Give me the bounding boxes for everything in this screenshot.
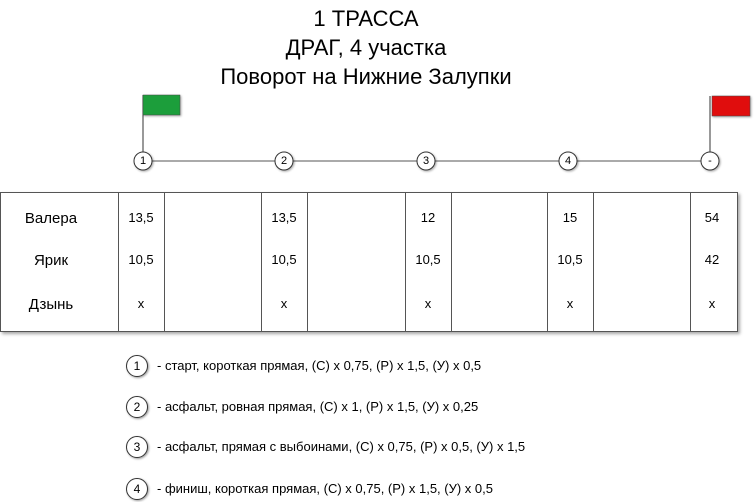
- title-line-3: Поворот на Нижние Залупки: [220, 64, 512, 89]
- legend-text: - старт, короткая прямая, (С) х 0,75, (Р) х 1,5, (У) х 0,5: [157, 358, 482, 373]
- legend-number-badge: 4: [126, 478, 148, 500]
- rider-name-valera: Валера: [24, 210, 78, 227]
- checkpoint-label-3: 3: [422, 155, 430, 167]
- column-divider: [405, 193, 406, 331]
- checkpoint-label-4: 4: [564, 155, 572, 167]
- legend-number-badge: 1: [126, 355, 148, 377]
- rider-name-yarik: Ярик: [33, 252, 69, 269]
- cell-valera-4: 15: [562, 210, 578, 225]
- results-table: [0, 192, 738, 332]
- cell-yarik-2: 10,5: [271, 252, 297, 267]
- cell-dzyn-1: x: [137, 296, 145, 311]
- column-divider: [307, 193, 308, 331]
- legend-number-badge: 2: [126, 396, 148, 418]
- track-diagram: [0, 0, 754, 190]
- cell-yarik-3: 10,5: [415, 252, 441, 267]
- legend-text: - асфальт, ровная прямая, (С) х 1, (Р) х 1,5, (У) х 0,25: [157, 399, 479, 414]
- column-divider: [118, 193, 119, 331]
- cell-valera-1: 13,5: [128, 210, 154, 225]
- cell-dzyn-3: x: [424, 296, 432, 311]
- start-flag-icon: [143, 95, 180, 115]
- cell-yarik-4: 10,5: [557, 252, 583, 267]
- cell-dzyn-4: x: [566, 296, 574, 311]
- rider-name-dzyn: Дзынь: [28, 296, 74, 313]
- column-divider: [593, 193, 594, 331]
- title-line-2: ДРАГ, 4 участка: [285, 35, 447, 60]
- title-line-1: 1 ТРАССА: [313, 6, 419, 31]
- legend-number-badge: 3: [126, 436, 148, 458]
- checkpoint-label-2: 2: [280, 155, 288, 167]
- column-divider: [451, 193, 452, 331]
- cell-dzyn-2: x: [280, 296, 288, 311]
- cell-yarik-total: 42: [704, 252, 720, 267]
- column-divider: [164, 193, 165, 331]
- checkpoint-label-1: 1: [139, 155, 147, 167]
- checkpoint-label-finish: -: [708, 155, 712, 167]
- cell-valera-total: 54: [704, 210, 720, 225]
- legend-text: - финиш, короткая прямая, (С) х 0,75, (Р) х 1,5, (У) х 0,5: [157, 481, 493, 496]
- cell-dzyn-total: x: [708, 296, 716, 311]
- cell-valera-3: 12: [420, 210, 436, 225]
- cell-valera-2: 13,5: [271, 210, 297, 225]
- column-divider: [547, 193, 548, 331]
- cell-yarik-1: 10,5: [128, 252, 154, 267]
- finish-flag-icon: [712, 96, 750, 116]
- column-divider: [690, 193, 691, 331]
- column-divider: [261, 193, 262, 331]
- legend-text: - асфальт, прямая с выбоинами, (С) х 0,75, (Р) х 0,5, (У) х 1,5: [157, 439, 526, 454]
